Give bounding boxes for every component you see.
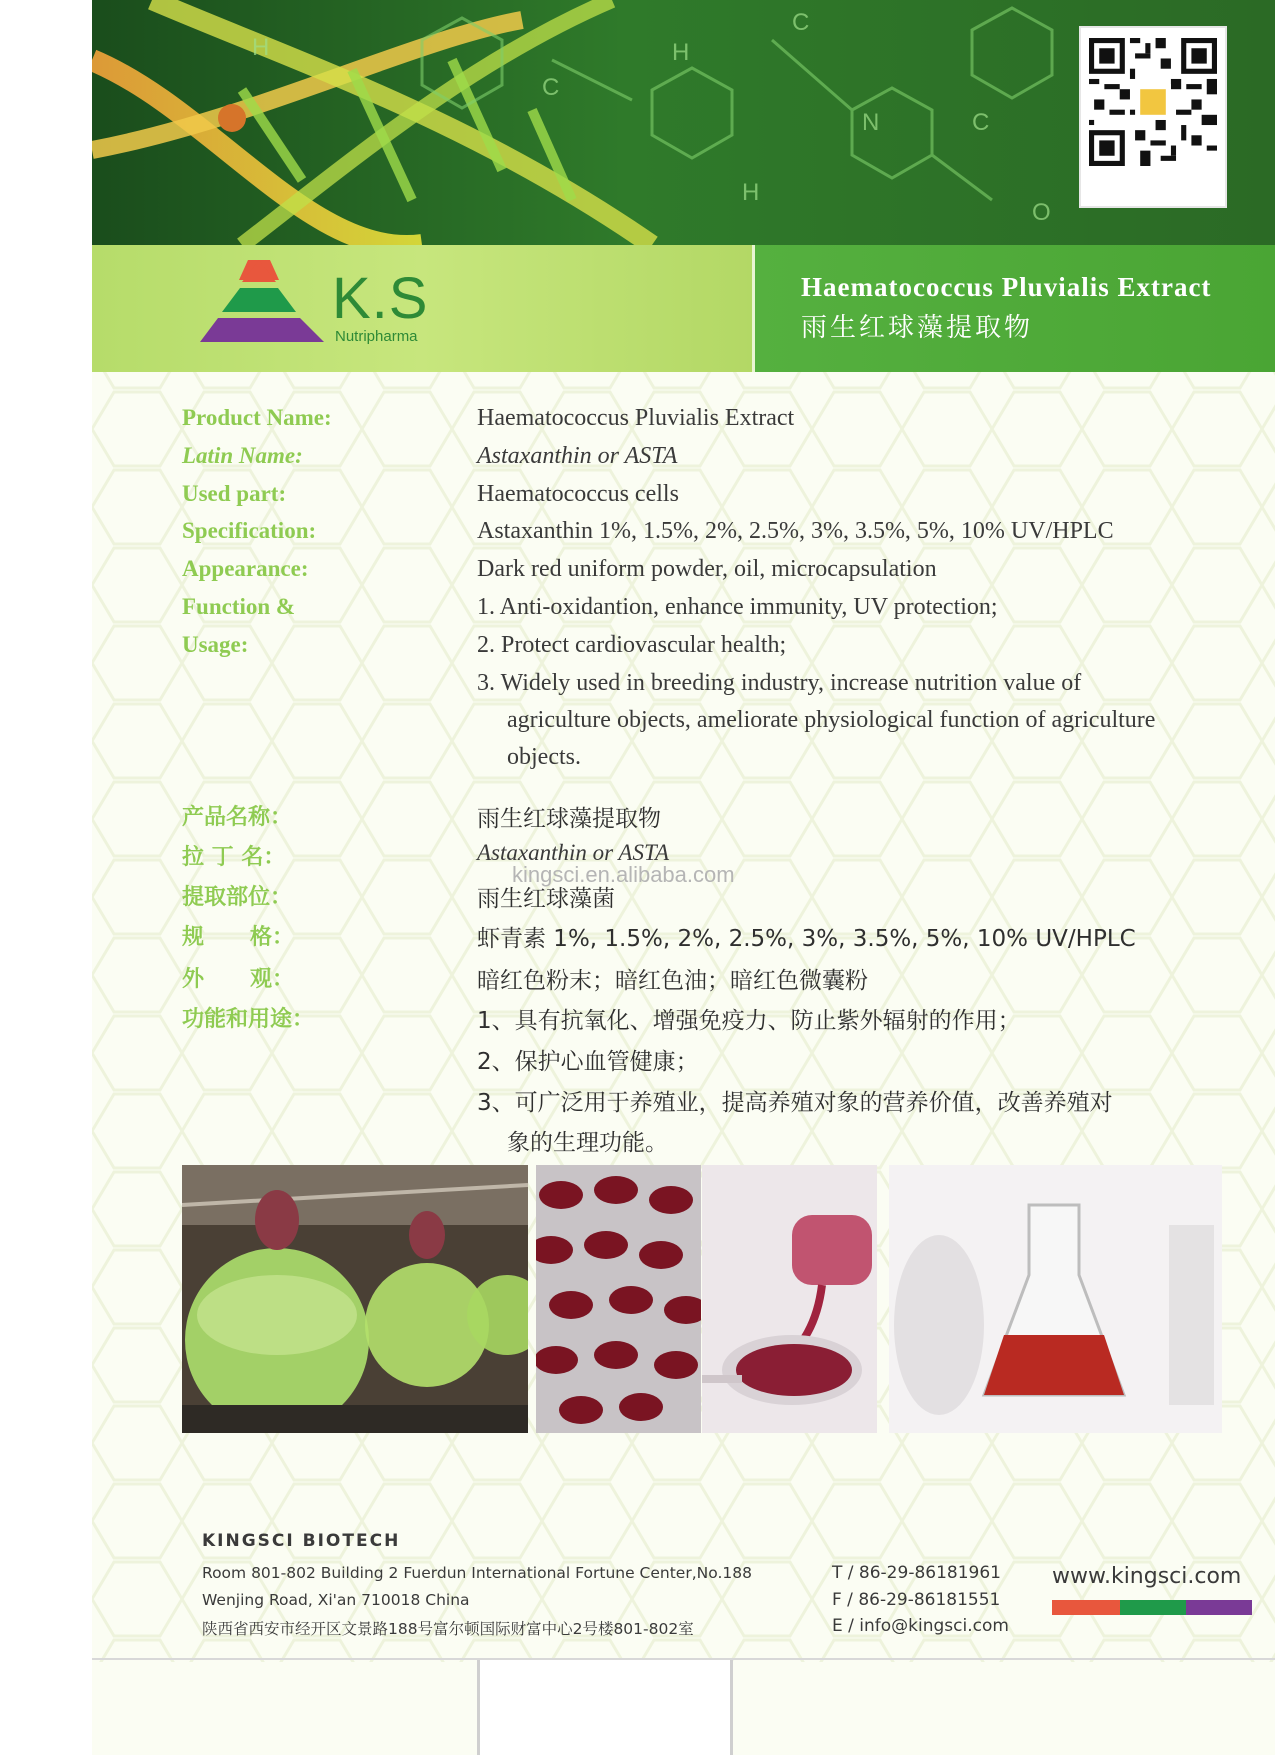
title-band bbox=[92, 245, 1275, 372]
svg-text:H: H bbox=[252, 34, 270, 61]
company-name: KINGSCI BIOTECH bbox=[202, 1531, 401, 1551]
detail-value: 1、具有抗氧化、增强免疫力、防止紫外辐射的作用； bbox=[477, 1008, 1021, 1034]
bar-red bbox=[1052, 1600, 1120, 1615]
detail-label: 拉 丁 名： bbox=[182, 845, 286, 870]
detail-value: Astaxanthin or ASTA bbox=[477, 840, 670, 865]
hero-banner bbox=[92, 0, 1275, 245]
detail-label: 提取部位： bbox=[182, 885, 293, 910]
svg-text:O: O bbox=[1032, 199, 1051, 226]
detail-value: Haematococcus cells bbox=[477, 481, 679, 507]
bar-purple bbox=[1186, 1600, 1252, 1615]
svg-text:C: C bbox=[792, 9, 810, 36]
svg-text:C: C bbox=[972, 109, 990, 136]
product-title-en: Haematococcus Pluvialis Extract bbox=[801, 272, 1212, 302]
detail-label: Latin Name: bbox=[182, 443, 303, 468]
detail-label: 规 格： bbox=[182, 925, 294, 950]
detail-value: 雨生红球藻菌 bbox=[477, 886, 615, 912]
syrup-spoon-photo bbox=[702, 1165, 877, 1433]
address-line-1: Room 801-802 Building 2 Fuerdun International Fortune Center,No.188 bbox=[202, 1564, 752, 1582]
brand-color-bar bbox=[1052, 1600, 1252, 1615]
detail-value: 雨生红球藻提取物 bbox=[477, 806, 661, 832]
qr-code[interactable] bbox=[1079, 26, 1227, 208]
pyramid-logo-icon bbox=[200, 260, 330, 345]
detail-value: agriculture objects, ameliorate physiological function of agriculture bbox=[507, 707, 1156, 733]
detail-label: Function & bbox=[182, 594, 296, 619]
detail-value: 象的生理功能。 bbox=[507, 1130, 668, 1156]
detail-value: 3. Widely used in breeding industry, increase nutrition value of bbox=[477, 670, 1082, 696]
detail-label: Specification: bbox=[182, 518, 317, 543]
detail-value: 虾青素 1%, 1.5%, 2%, 2.5%, 3%, 3.5%, 5%, 10% UV/HPLC bbox=[477, 926, 1136, 952]
website-link[interactable]: www.kingsci.com bbox=[1052, 1564, 1242, 1589]
detail-label: 产品名称： bbox=[182, 805, 293, 830]
detail-label: Product Name: bbox=[182, 405, 332, 430]
telephone: T / 86-29-86181961 bbox=[832, 1563, 1001, 1583]
detail-label: Usage: bbox=[182, 632, 249, 657]
logo-subtitle: Nutripharma bbox=[335, 328, 418, 345]
brochure-sheet bbox=[92, 0, 1275, 1755]
algae-culture-flasks-photo bbox=[182, 1165, 528, 1433]
address-cn: 陕西省西安市经开区文景路188号富尔顿国际财富中心2号楼801-802室 bbox=[202, 1620, 694, 1638]
detail-label: 外 观： bbox=[182, 967, 294, 992]
detail-label: 功能和用途： bbox=[182, 1007, 315, 1032]
detail-value: objects. bbox=[507, 744, 581, 770]
fax: F / 86-29-86181551 bbox=[832, 1590, 1001, 1610]
softgel-capsules-photo bbox=[536, 1165, 701, 1433]
svg-text:N: N bbox=[862, 109, 880, 136]
detail-value: Astaxanthin 1%, 1.5%, 2%, 2.5%, 3%, 3.5%, 5%, 10% UV/HPLC bbox=[477, 518, 1114, 544]
detail-label: Appearance: bbox=[182, 556, 309, 581]
paper-clip-area bbox=[477, 1660, 733, 1755]
email-link[interactable]: E / info@kingsci.com bbox=[832, 1616, 1009, 1636]
svg-text:C: C bbox=[542, 74, 560, 101]
detail-value: 暗红色粉末；暗红色油；暗红色微囊粉 bbox=[477, 968, 868, 994]
lab-glassware-photo bbox=[889, 1165, 1222, 1433]
bar-green bbox=[1120, 1600, 1186, 1615]
logo-wordmark: K.S bbox=[332, 266, 429, 331]
detail-label: Used part: bbox=[182, 481, 287, 506]
detail-value: 2、保护心血管健康； bbox=[477, 1049, 699, 1075]
watermark-text: kingsci.en.alibaba.com bbox=[512, 862, 735, 887]
detail-value: Haematococcus Pluvialis Extract bbox=[477, 405, 795, 431]
detail-value: 2. Protect cardiovascular health; bbox=[477, 632, 787, 658]
product-title-cn: 雨生红球藻提取物 bbox=[801, 313, 1034, 343]
detail-value: Astaxanthin or ASTA bbox=[477, 443, 678, 469]
svg-text:H: H bbox=[672, 39, 690, 66]
product-title-panel bbox=[752, 245, 1275, 372]
detail-value: 3、可广泛用于养殖业，提高养殖对象的营养价值，改善养殖对 bbox=[477, 1090, 1113, 1116]
product-photos bbox=[182, 1165, 1222, 1433]
logo-panel bbox=[92, 245, 752, 372]
svg-text:H: H bbox=[742, 179, 760, 206]
detail-value: Dark red uniform powder, oil, microcapsulation bbox=[477, 556, 937, 582]
address-line-2: Wenjing Road, Xi'an 710018 China bbox=[202, 1591, 470, 1609]
detail-value: 1. Anti-oxidantion, enhance immunity, UV protection; bbox=[477, 594, 998, 620]
